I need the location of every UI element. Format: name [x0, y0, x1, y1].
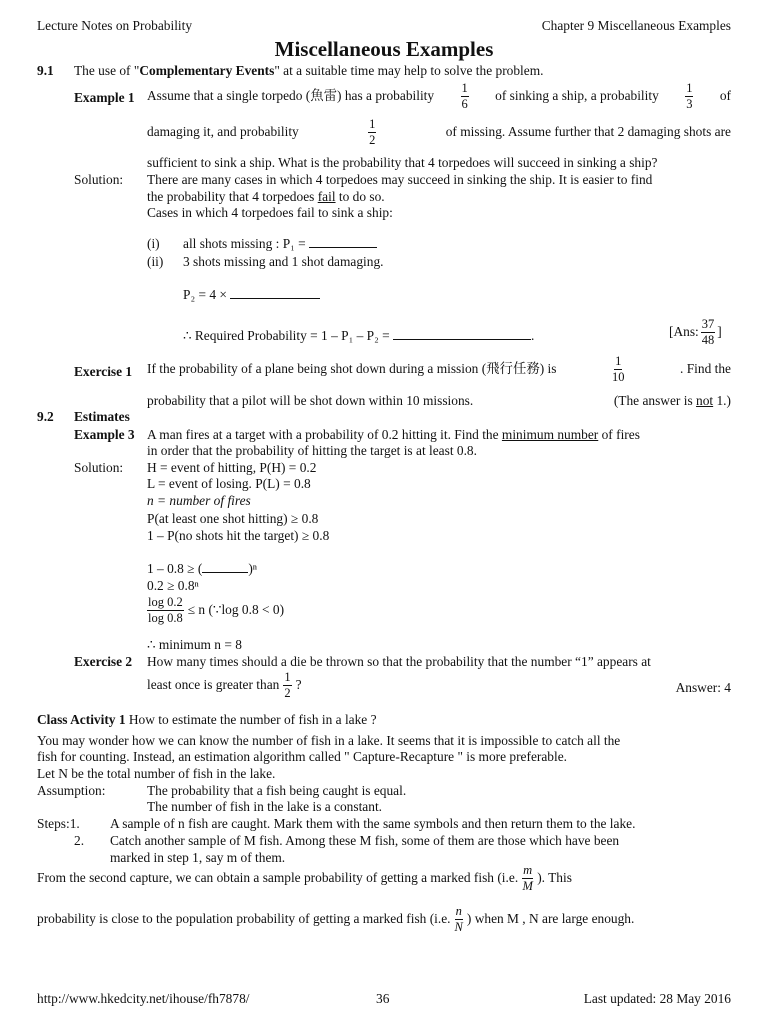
exercise-2-line-1: How many times should a die be thrown so that the probability that the number “1” appears at — [147, 654, 651, 669]
example-1-label: Example 1 — [74, 90, 135, 105]
final-line-1: From the second capture, we can obtain a sample probability of getting a marked fish (i.e. $\frac{m}{M}$ ). This — [37, 863, 572, 894]
exercise-1-line-2: probability that a pilot will be shot down within 10 missions. — [147, 393, 474, 408]
footer-url[interactable]: http://www.hkedcity.net/ihouse/fh7878/ — [37, 991, 250, 1006]
example-1-line-1: Assume that a single torpedo (魚雷) has a probability $\frac{1}{6}$ of sinking a ship, a probability $\frac{1}{3}$ of — [147, 81, 731, 112]
assumption-2: The number of fish in the lake is a constant. — [147, 799, 383, 814]
solution-1-line-3: Cases in which 4 torpedoes fail to sink a ship: — [147, 205, 393, 220]
case-2-text: 3 shots missing and 1 shot damaging. — [183, 254, 384, 269]
footer-page-number: 36 — [376, 991, 390, 1006]
example-3-line-2: in order that the probability of hitting the target is at least 0.8. — [147, 443, 477, 458]
exercise-1-label: Exercise 1 — [74, 364, 133, 379]
header-right: Chapter 9 Miscellaneous Examples — [541, 18, 731, 33]
p2-expression: P₂ = 4 × — [183, 287, 320, 304]
fraction-one-third: $\frac{1}{3}$ — [686, 81, 693, 112]
example-3-line-1: A man fires at a target with a probability of 0.2 hitting it. Find the minimum number of fires — [147, 427, 640, 442]
section-number-9-2: 9.2 — [37, 409, 54, 424]
step-2-text-b: marked in step 1, say m of them. — [110, 850, 286, 865]
case-2-number: (ii) — [147, 254, 164, 269]
class-activity-heading: Class Activity 1 How to estimate the number of fish in a lake ? — [37, 712, 377, 727]
exercise-2-label: Exercise 2 — [74, 654, 133, 669]
section-9-1-intro: The use of "Complementary Events" at a suitable time may help to solve the problem. — [74, 63, 544, 78]
solution-2-step-9: ∴ minimum n = 8 — [147, 637, 242, 652]
fraction-n-over-N: $\frac{n}{N}$ — [454, 904, 463, 935]
solution-2-step-5: 1 – P(no shots hit the target) ≥ 0.8 — [147, 528, 330, 543]
solution-2-step-1: H = event of hitting, P(H) = 0.2 — [147, 460, 317, 475]
assumption-1: The probability that a fish being caught is equal. — [147, 783, 407, 798]
fraction-one-half-2: $\frac{1}{2}$ — [284, 670, 291, 701]
solution-label-2: Solution: — [74, 460, 124, 475]
fraction-one-half: $\frac{1}{2}$ — [369, 117, 376, 148]
fraction-m-over-M: $\frac{m}{M}$ — [522, 863, 533, 894]
header-left: Lecture Notes on Probability — [37, 18, 193, 33]
fraction-answer: $\frac{37}{48}$ — [701, 317, 715, 348]
class-activity-p3: Let N be the total number of fish in the lake. — [37, 766, 276, 781]
solution-2-step-8: $\frac{\log 0.2}{\log 0.8}$ ≤ n (∵log 0.8 < 0) — [148, 595, 285, 626]
required-probability: ∴ Required Probability = 1 – P₁ – P₂ = . — [183, 328, 535, 343]
solution-label-1: Solution: — [74, 172, 124, 187]
final-line-2: probability is close to the population probability of getting a marked fish (i.e. $\frac{n}{N}$ ) when M , N are large enough. — [37, 904, 635, 935]
solution-1-line-2: the probability that 4 torpedoes fail to do so. — [147, 189, 385, 204]
exercise-1-line-1: If the probability of a plane being shot down during a mission (飛行任務) is $\frac{1}{10}$ . Find the — [147, 354, 731, 385]
class-activity-p2: fish for counting. Instead, an estimation algorithm called " Capture-Recapture " is more preferable. — [37, 749, 568, 764]
fraction-one-sixth: $\frac{1}{6}$ — [461, 81, 468, 112]
step-2-number: 2. — [74, 833, 85, 848]
solution-2-step-6: 1 – 0.8 ≥ ( )ⁿ — [147, 561, 258, 576]
fraction-log: $\frac{\log 0.2}{\log 0.8}$ — [148, 595, 183, 626]
section-9-2-heading: Estimates — [74, 409, 130, 424]
page-title: Miscellaneous Examples — [274, 37, 494, 61]
fraction-one-tenth: $\frac{1}{10}$ — [612, 354, 625, 385]
solution-1-line-1: There are many cases in which 4 torpedoes may succeed in sinking the ship. It is easier to find — [147, 172, 653, 187]
steps-label: Steps:1. — [37, 816, 80, 831]
case-1-text: all shots missing : P₁ = — [183, 236, 377, 253]
section-number-9-1: 9.1 — [37, 63, 54, 78]
case-1-number: (i) — [147, 236, 160, 251]
answer-box: [Ans: $\frac{37}{48}$ ] — [669, 317, 722, 348]
example-1-line-3: sufficient to sink a ship. What is the probability that 4 torpedoes will succeed in sinking a ship? — [147, 155, 658, 170]
step-2-text-a: Catch another sample of M fish. Among these M fish, some of them are those which have been — [110, 833, 620, 848]
exercise-2-answer: Answer: 4 — [675, 680, 731, 695]
footer-last-updated: Last updated: 28 May 2016 — [583, 991, 731, 1006]
example-1-line-2: damaging it, and probability $\frac{1}{2}$ of missing. Assume further that 2 damaging shots are — [147, 117, 731, 148]
exercise-1-note: (The answer is not 1.) — [613, 393, 731, 408]
solution-2-step-7: 0.2 ≥ 0.8ⁿ — [147, 578, 199, 593]
step-1-text: A sample of n fish are caught. Mark them with the same symbols and then return them to the lake. — [110, 816, 636, 831]
exercise-2-line-2: least once is greater than $\frac{1}{2}$ ? — [147, 670, 302, 701]
solution-2-step-3: n = number of fires — [147, 493, 251, 508]
solution-2-step-2: L = event of losing. P(L) = 0.8 — [147, 476, 311, 491]
class-activity-p1: You may wonder how we can know the number of fish in a lake. It seems that it is impossible to catch all the — [37, 733, 621, 748]
example-3-label: Example 3 — [74, 427, 135, 442]
solution-2-step-4: P(at least one shot hitting) ≥ 0.8 — [147, 511, 319, 526]
assumption-label: Assumption: — [37, 783, 106, 798]
